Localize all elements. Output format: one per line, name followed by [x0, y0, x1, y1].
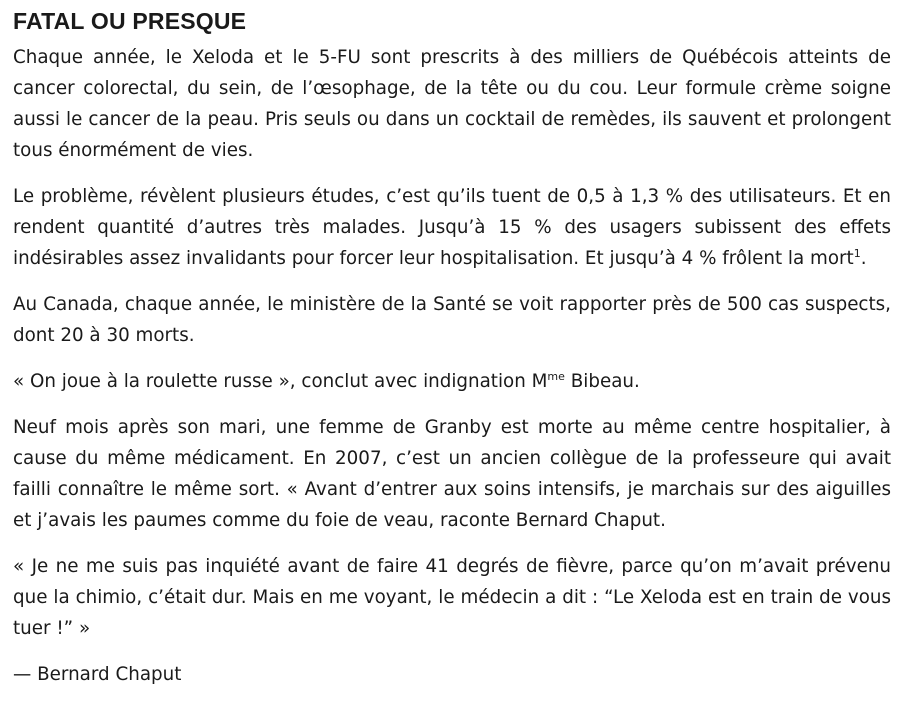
paragraph-text: Au Canada, chaque année, le ministère de la Santé se voit rapporter près de 500 cas suspects, dont 20 à 30 morts.: [13, 294, 891, 346]
footnote-marker[interactable]: 1: [853, 246, 861, 260]
section-heading: FATAL OU PRESQUE: [13, 8, 247, 34]
paragraph-problem: [13, 181, 891, 274]
quote-attribution: [13, 659, 891, 690]
paragraph-text: « On joue à la roulette russe », conclut avec indignation M: [13, 371, 548, 392]
paragraph-canada: [13, 289, 891, 351]
paragraph-text: Neuf mois après son mari, une femme de Granby est morte au même centre hospitalier, à cause du même médicament. En 2007, c’est un ancien collègue de la professeure qui avait failli connaître le même sort. « Avant d’entrer aux soins intensifs, je marchais sur des aiguilles et j’avais les paumes comme du foie de veau, raconte Bernard Chaput.: [13, 417, 891, 531]
paragraph-end: Bibeau.: [564, 371, 640, 392]
paragraph-end: .: [860, 248, 867, 269]
paragraph-intro: [13, 42, 891, 166]
paragraph-quote-bibeau: [13, 366, 891, 397]
paragraph-text: Le problème, révèlent plusieurs études, c’est qu’ils tuent de 0,5 à 1,3 % des utilisateurs. Et en rendent quantité d’autres très malades. Jusqu’à 15 % des usagers subissent des effets indésirables assez invalidants pour forcer leur hospitalisation. Et jusqu’à 4 % frôlent la mort: [13, 186, 891, 269]
paragraph-granby: [13, 412, 891, 536]
article: [13, 6, 891, 705]
paragraph-quote-chaput: [13, 551, 891, 644]
paragraph-text: « Je ne me suis pas inquiété avant de faire 41 degrés de fièvre, parce qu’on m’avait prévenu que la chimio, c’était dur. Mais en me voyant, le médecin a dit : “Le Xeloda est en train de vous tuer !” »: [13, 556, 891, 639]
title-abbreviation-superscript: me: [547, 369, 565, 383]
paragraph-text: Chaque année, le Xeloda et le 5-FU sont prescrits à des milliers de Québécois atteints de cancer colorectal, du sein, de l’œsophage, de la tête ou du cou. Leur formule crème soigne aussi le cancer de la peau. Pris seuls ou dans un cocktail de remèdes, ils sauvent et prolongent tous énormément de vies.: [13, 47, 891, 161]
paragraph-text: — Bernard Chaput: [13, 664, 182, 685]
